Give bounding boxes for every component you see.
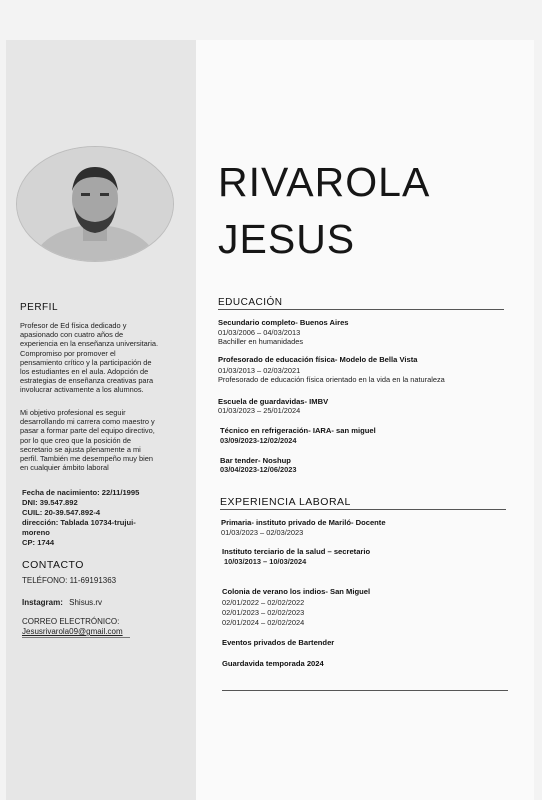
profile-line: Mi objetivo profesional es seguir [20, 408, 126, 417]
education-entry-title: Escuela de guardavidas- IMBV [218, 397, 329, 406]
profile-line: perfil. También me desempeño muy bien [20, 454, 153, 464]
email-label: CORREO ELECTRÓNICO: [22, 617, 120, 626]
email-link[interactable]: Jesusrivarola09@gmail.com [22, 627, 123, 636]
education-entry-title: Técnico en refrigeración- IARA- san miguel [220, 426, 376, 435]
postal-code: CP: 1744 [22, 538, 55, 547]
footer-divider [222, 690, 508, 691]
profile-line: experiencia en la enseñanza universitaria. [20, 339, 159, 349]
education-entry-title: Profesorado de educación física- Modelo de Bella Vista [218, 355, 418, 364]
profile-paragraph-2 [20, 408, 192, 472]
education-heading: EDUCACIÓN [218, 297, 283, 308]
education-entry-date: 03/09/2023-12/02/2024 [220, 436, 297, 445]
experience-entry-title: Eventos privados de Bartender [222, 638, 335, 647]
address: dirección: Tablada 10734-trujui- [22, 518, 136, 527]
experience-entry-title: Colonia de verano los indios- San Miguel [222, 587, 371, 596]
experience-entry-date: 02/01/2023 – 02/02/2023 [222, 608, 305, 617]
profile-line: en cualquier ámbito laboral [20, 463, 109, 473]
instagram [22, 598, 102, 607]
experience-entry-date: 02/01/2022 – 02/02/2022 [222, 598, 305, 607]
experience-entry-date: 01/03/2023 – 02/03/2023 [221, 528, 304, 537]
contact-heading: CONTACTO [22, 559, 84, 571]
experience-entry-title: Primaria- instituto privado de Mariló- Docente [221, 518, 386, 527]
profile-paragraph-1 [20, 321, 192, 395]
profile-line: estrategias de enseñanza creativas para [20, 376, 154, 386]
education-entry-desc: Profesorado de educación física orientado en la vida en la naturaleza [218, 375, 445, 384]
profile-line: pasar a formar parte del equipo directivo, [20, 426, 155, 436]
email-underline [22, 637, 130, 638]
experience-entry-date: 10/03/2013 – 10/03/2024 [224, 557, 307, 566]
profile-line: por lo que creo que la posición de [20, 435, 131, 445]
education-entry-date: 01/03/2023 – 25/01/2024 [218, 406, 301, 415]
profile-line: Profesor de Ed física dedicado y [20, 321, 127, 330]
name-line-1: RIVAROLA [218, 159, 431, 205]
education-entry-title: Secundario completo- Buenos Aires [218, 318, 349, 327]
instagram-value: Shisus.rv [69, 598, 103, 607]
birthdate: Fecha de nacimiento: 22/11/1995 [22, 488, 140, 497]
cuil: CUIL: 20-39.547.892-4 [22, 508, 101, 517]
education-divider [218, 309, 504, 310]
education-entry-desc: Bachiller en humanidades [218, 337, 304, 346]
experience-entry-title: Guardavida temporada 2024 [222, 659, 324, 668]
profile-line: los estudiantes en el aula. Adopción de [20, 367, 149, 377]
education-entry-date: 03/04/2023-12/06/2023 [220, 465, 297, 474]
profile-line: apasionado con cuatro años de [20, 330, 124, 340]
profile-line: desarrollando mi carrera como maestro y [20, 417, 155, 427]
experience-entry-date: 02/01/2024 – 02/02/2024 [222, 618, 305, 627]
profile-line: involucrar activamente a los alumnos. [20, 385, 144, 395]
instagram-label: Instagram: [22, 598, 63, 607]
education-entry-date: 01/03/2013 – 02/03/2021 [218, 366, 301, 375]
experience-divider [220, 509, 506, 510]
person-photo-icon [17, 147, 173, 261]
experience-heading: EXPERIENCIA LABORAL [220, 496, 351, 508]
profile-line: Compromiso por promover el [20, 348, 116, 358]
dni: DNI: 39.547.892 [22, 498, 78, 507]
name-line-2: JESUS [218, 216, 356, 262]
address-cont: moreno [22, 528, 50, 537]
experience-entry-title: Instituto terciario de la salud – secretario [222, 547, 371, 556]
profile-photo [16, 146, 174, 262]
phone: TELÉFONO: 11-69191363 [22, 576, 117, 585]
profile-heading: PERFIL [20, 302, 59, 313]
personal-data [22, 488, 194, 548]
education-entry-date: 01/03/2006 – 04/03/2013 [218, 328, 301, 337]
profile-line: secretario se ajusta plenamente a mi [20, 444, 141, 454]
education-entry-title: Bar tender- Noshup [220, 456, 291, 465]
profile-line: pensamiento crítico y la participación de [20, 357, 152, 367]
